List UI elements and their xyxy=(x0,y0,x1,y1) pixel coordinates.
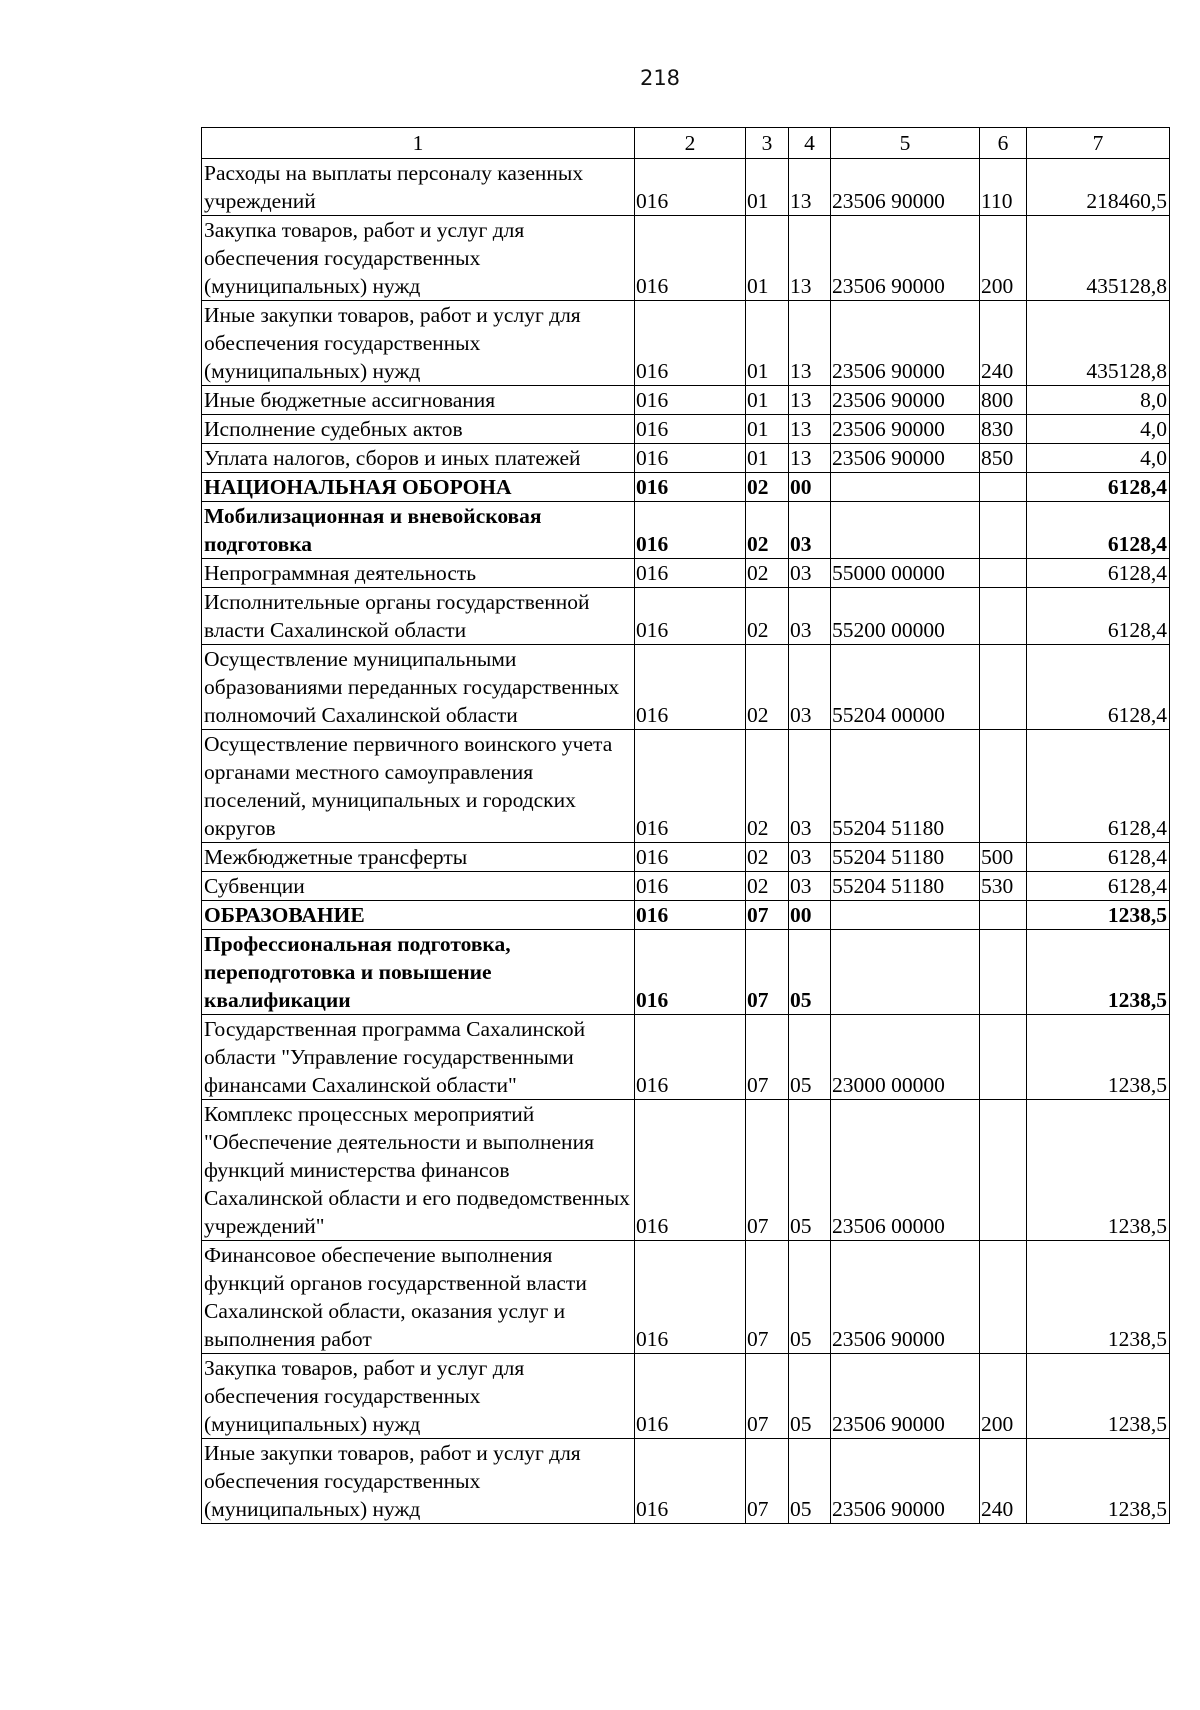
subsection-cell: 05 xyxy=(789,1015,831,1100)
amount-cell: 6128,4 xyxy=(1027,730,1170,843)
table-row xyxy=(202,930,1170,1015)
column-header-6: 6 xyxy=(980,128,1027,159)
chapter-code-cell: 016 xyxy=(635,159,746,216)
target-article-cell: 55204 51180 xyxy=(831,730,980,843)
expense-type-cell: 240 xyxy=(980,1439,1027,1524)
expense-type-cell: 500 xyxy=(980,843,1027,872)
amount-cell: 4,0 xyxy=(1027,415,1170,444)
section-cell: 02 xyxy=(746,872,789,901)
row-name-cell: Государственная программа Сахалинской области "Управление государственными финансами Сахалинской области" xyxy=(202,1015,635,1100)
target-article-cell xyxy=(831,901,980,930)
subsection-cell: 05 xyxy=(789,1439,831,1524)
table-row xyxy=(202,386,1170,415)
target-article-cell xyxy=(831,502,980,559)
column-header-1: 1 xyxy=(202,128,635,159)
chapter-code-cell: 016 xyxy=(635,502,746,559)
expense-type-cell: 800 xyxy=(980,386,1027,415)
row-name-cell: Закупка товаров, работ и услуг для обеспечения государственных (муниципальных) нужд xyxy=(202,1354,635,1439)
table-row xyxy=(202,1015,1170,1100)
row-name-cell: Комплекс процессных мероприятий "Обеспечение деятельности и выполнения функций министерства финансов Сахалинской области и его подведомственных учреждений" xyxy=(202,1100,635,1241)
section-cell: 01 xyxy=(746,444,789,473)
row-name-cell: Субвенции xyxy=(202,872,635,901)
row-name-cell: Иные бюджетные ассигнования xyxy=(202,386,635,415)
target-article-cell: 23506 90000 xyxy=(831,1439,980,1524)
chapter-code-cell: 016 xyxy=(635,1439,746,1524)
table-row xyxy=(202,444,1170,473)
section-cell: 07 xyxy=(746,930,789,1015)
amount-cell: 1238,5 xyxy=(1027,901,1170,930)
subsection-cell: 13 xyxy=(789,216,831,301)
expense-type-cell: 200 xyxy=(980,1354,1027,1439)
subsection-cell: 05 xyxy=(789,930,831,1015)
target-article-cell: 55204 51180 xyxy=(831,872,980,901)
expense-type-cell xyxy=(980,559,1027,588)
subsection-cell: 13 xyxy=(789,159,831,216)
row-name-cell: Мобилизационная и вневойсковая подготовка xyxy=(202,502,635,559)
row-name-cell: Финансовое обеспечение выполнения функций органов государственной власти Сахалинской области, оказания услуг и выполнения работ xyxy=(202,1241,635,1354)
row-name-cell: ОБРАЗОВАНИЕ xyxy=(202,901,635,930)
subsection-cell: 13 xyxy=(789,301,831,386)
chapter-code-cell: 016 xyxy=(635,930,746,1015)
row-name-cell: Закупка товаров, работ и услуг для обеспечения государственных (муниципальных) нужд xyxy=(202,216,635,301)
target-article-cell: 55204 51180 xyxy=(831,843,980,872)
subsection-cell: 05 xyxy=(789,1241,831,1354)
column-header-4: 4 xyxy=(789,128,831,159)
section-cell: 02 xyxy=(746,502,789,559)
row-name-cell: Профессиональная подготовка, переподготовка и повышение квалификации xyxy=(202,930,635,1015)
section-cell: 01 xyxy=(746,415,789,444)
amount-cell: 1238,5 xyxy=(1027,1439,1170,1524)
chapter-code-cell: 016 xyxy=(635,1100,746,1241)
table-row xyxy=(202,1241,1170,1354)
column-header-2: 2 xyxy=(635,128,746,159)
table-row xyxy=(202,901,1170,930)
table-row xyxy=(202,730,1170,843)
table-body xyxy=(202,159,1170,1524)
expense-type-cell xyxy=(980,901,1027,930)
chapter-code-cell: 016 xyxy=(635,645,746,730)
expense-type-cell: 240 xyxy=(980,301,1027,386)
row-name-cell: Иные закупки товаров, работ и услуг для обеспечения государственных (муниципальных) нужд xyxy=(202,1439,635,1524)
table-row xyxy=(202,301,1170,386)
section-cell: 02 xyxy=(746,588,789,645)
row-name-cell: Расходы на выплаты персоналу казенных учреждений xyxy=(202,159,635,216)
chapter-code-cell: 016 xyxy=(635,473,746,502)
table-row xyxy=(202,843,1170,872)
subsection-cell: 03 xyxy=(789,502,831,559)
chapter-code-cell: 016 xyxy=(635,901,746,930)
subsection-cell: 00 xyxy=(789,901,831,930)
chapter-code-cell: 016 xyxy=(635,444,746,473)
subsection-cell: 03 xyxy=(789,843,831,872)
section-cell: 07 xyxy=(746,1015,789,1100)
amount-cell: 1238,5 xyxy=(1027,1100,1170,1241)
table-row xyxy=(202,872,1170,901)
section-cell: 02 xyxy=(746,473,789,502)
expense-type-cell xyxy=(980,645,1027,730)
section-cell: 01 xyxy=(746,216,789,301)
subsection-cell: 03 xyxy=(789,645,831,730)
expense-type-cell xyxy=(980,473,1027,502)
row-name-cell: Иные закупки товаров, работ и услуг для обеспечения государственных (муниципальных) нужд xyxy=(202,301,635,386)
target-article-cell: 23506 90000 xyxy=(831,301,980,386)
subsection-cell: 03 xyxy=(789,559,831,588)
section-cell: 01 xyxy=(746,386,789,415)
subsection-cell: 00 xyxy=(789,473,831,502)
table-row xyxy=(202,1354,1170,1439)
expense-type-cell xyxy=(980,930,1027,1015)
amount-cell: 6128,4 xyxy=(1027,588,1170,645)
expense-type-cell: 830 xyxy=(980,415,1027,444)
expense-type-cell: 530 xyxy=(980,872,1027,901)
amount-cell: 1238,5 xyxy=(1027,1241,1170,1354)
chapter-code-cell: 016 xyxy=(635,1354,746,1439)
target-article-cell xyxy=(831,473,980,502)
chapter-code-cell: 016 xyxy=(635,588,746,645)
section-cell: 07 xyxy=(746,1241,789,1354)
target-article-cell: 23506 90000 xyxy=(831,386,980,415)
chapter-code-cell: 016 xyxy=(635,872,746,901)
target-article-cell: 23506 90000 xyxy=(831,216,980,301)
expense-type-cell xyxy=(980,1100,1027,1241)
table-row xyxy=(202,559,1170,588)
expense-type-cell xyxy=(980,588,1027,645)
chapter-code-cell: 016 xyxy=(635,730,746,843)
chapter-code-cell: 016 xyxy=(635,301,746,386)
expense-type-cell: 850 xyxy=(980,444,1027,473)
chapter-code-cell: 016 xyxy=(635,415,746,444)
expense-type-cell: 110 xyxy=(980,159,1027,216)
section-cell: 02 xyxy=(746,843,789,872)
section-cell: 07 xyxy=(746,1354,789,1439)
section-cell: 07 xyxy=(746,1100,789,1241)
table-row xyxy=(202,645,1170,730)
amount-cell: 435128,8 xyxy=(1027,301,1170,386)
table-row xyxy=(202,1439,1170,1524)
table-row xyxy=(202,473,1170,502)
section-cell: 02 xyxy=(746,645,789,730)
column-header-7: 7 xyxy=(1027,128,1170,159)
subsection-cell: 03 xyxy=(789,588,831,645)
expense-type-cell xyxy=(980,730,1027,843)
section-cell: 02 xyxy=(746,730,789,843)
section-cell: 01 xyxy=(746,159,789,216)
row-name-cell: Уплата налогов, сборов и иных платежей xyxy=(202,444,635,473)
table-row xyxy=(202,1100,1170,1241)
table-row xyxy=(202,588,1170,645)
target-article-cell: 23506 90000 xyxy=(831,415,980,444)
target-article-cell: 23506 90000 xyxy=(831,159,980,216)
target-article-cell: 23506 00000 xyxy=(831,1100,980,1241)
expense-type-cell xyxy=(980,502,1027,559)
row-name-cell: НАЦИОНАЛЬНАЯ ОБОРОНА xyxy=(202,473,635,502)
expense-type-cell: 200 xyxy=(980,216,1027,301)
row-name-cell: Осуществление первичного воинского учета органами местного самоуправления поселений, муниципальных и городских округов xyxy=(202,730,635,843)
amount-cell: 1238,5 xyxy=(1027,1015,1170,1100)
row-name-cell: Межбюджетные трансферты xyxy=(202,843,635,872)
row-name-cell: Осуществление муниципальными образованиями переданных государственных полномочий Сахалинской области xyxy=(202,645,635,730)
target-article-cell: 23506 90000 xyxy=(831,1354,980,1439)
row-name-cell: Исполнительные органы государственной власти Сахалинской области xyxy=(202,588,635,645)
target-article-cell: 23506 90000 xyxy=(831,444,980,473)
target-article-cell: 23506 90000 xyxy=(831,1241,980,1354)
subsection-cell: 03 xyxy=(789,872,831,901)
amount-cell: 6128,4 xyxy=(1027,872,1170,901)
expense-type-cell xyxy=(980,1241,1027,1354)
amount-cell: 435128,8 xyxy=(1027,216,1170,301)
section-cell: 02 xyxy=(746,559,789,588)
target-article-cell xyxy=(831,930,980,1015)
amount-cell: 6128,4 xyxy=(1027,559,1170,588)
amount-cell: 6128,4 xyxy=(1027,502,1170,559)
amount-cell: 8,0 xyxy=(1027,386,1170,415)
chapter-code-cell: 016 xyxy=(635,559,746,588)
amount-cell: 1238,5 xyxy=(1027,930,1170,1015)
subsection-cell: 13 xyxy=(789,444,831,473)
target-article-cell: 55204 00000 xyxy=(831,645,980,730)
amount-cell: 218460,5 xyxy=(1027,159,1170,216)
section-cell: 01 xyxy=(746,301,789,386)
chapter-code-cell: 016 xyxy=(635,386,746,415)
row-name-cell: Непрограммная деятельность xyxy=(202,559,635,588)
amount-cell: 6128,4 xyxy=(1027,645,1170,730)
table-row xyxy=(202,415,1170,444)
header-row xyxy=(202,128,1170,159)
target-article-cell: 23000 00000 xyxy=(831,1015,980,1100)
table-row xyxy=(202,159,1170,216)
table-row xyxy=(202,502,1170,559)
chapter-code-cell: 016 xyxy=(635,216,746,301)
page-number: 218 xyxy=(639,66,681,90)
subsection-cell: 03 xyxy=(789,730,831,843)
amount-cell: 6128,4 xyxy=(1027,843,1170,872)
expense-type-cell xyxy=(980,1015,1027,1100)
budget-table xyxy=(201,127,1170,1524)
section-cell: 07 xyxy=(746,901,789,930)
subsection-cell: 13 xyxy=(789,415,831,444)
subsection-cell: 05 xyxy=(789,1100,831,1241)
amount-cell: 4,0 xyxy=(1027,444,1170,473)
subsection-cell: 05 xyxy=(789,1354,831,1439)
table-row xyxy=(202,216,1170,301)
amount-cell: 1238,5 xyxy=(1027,1354,1170,1439)
section-cell: 07 xyxy=(746,1439,789,1524)
target-article-cell: 55200 00000 xyxy=(831,588,980,645)
chapter-code-cell: 016 xyxy=(635,1241,746,1354)
column-header-5: 5 xyxy=(831,128,980,159)
target-article-cell: 55000 00000 xyxy=(831,559,980,588)
chapter-code-cell: 016 xyxy=(635,843,746,872)
column-header-3: 3 xyxy=(746,128,789,159)
amount-cell: 6128,4 xyxy=(1027,473,1170,502)
row-name-cell: Исполнение судебных актов xyxy=(202,415,635,444)
subsection-cell: 13 xyxy=(789,386,831,415)
chapter-code-cell: 016 xyxy=(635,1015,746,1100)
